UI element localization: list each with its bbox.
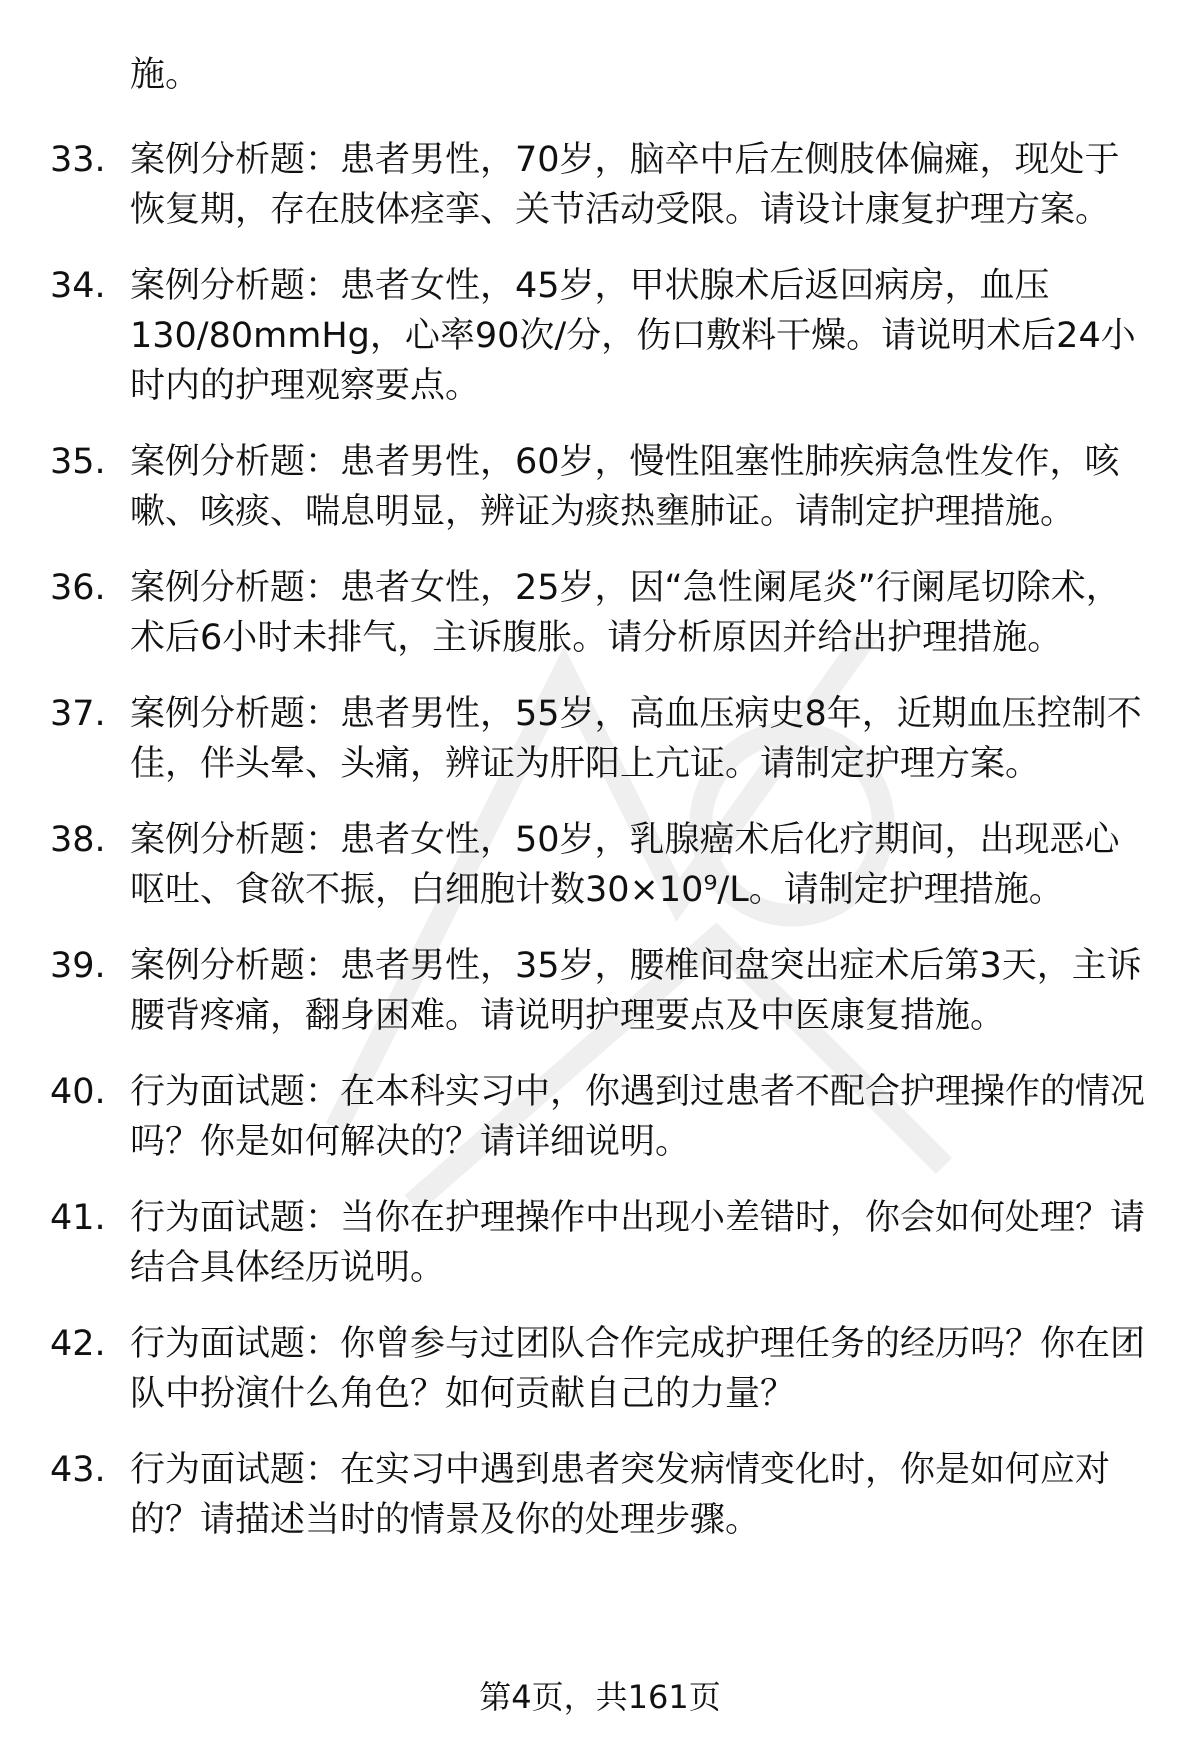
list-item	[50, 1445, 1150, 1545]
item-number: 42.	[50, 1324, 106, 1364]
item-text: 行为面试题：在实习中遇到患者突发病情变化时，你是如何应对的？请描述当时的情景及你的处理步骤。	[130, 1450, 1111, 1540]
item-number: 34.	[50, 266, 106, 306]
page-number-footer: 第4页，共161页	[479, 1678, 721, 1716]
list-item	[50, 563, 1150, 663]
list-item	[50, 815, 1150, 915]
item-text: 案例分析题：患者女性，45岁，甲状腺术后返回病房，血压130/80mmHg，心率90次/分，伤口敷料干燥。请说明术后24小时内的护理观察要点。	[130, 266, 1136, 406]
continuation-text: 施。	[130, 55, 201, 95]
item-number: 41.	[50, 1198, 106, 1238]
item-text: 案例分析题：患者男性，55岁，高血压病史8年，近期血压控制不佳，伴头晕、头痛，辨证为肝阳上亢证。请制定护理方案。	[130, 694, 1142, 784]
item-number: 43.	[50, 1450, 106, 1490]
item-text: 案例分析题：患者男性，35岁，腰椎间盘突出症术后第3天，主诉腰背疼痛，翻身困难。请说明护理要点及中医康复措施。	[130, 946, 1142, 1036]
item-number: 39.	[50, 946, 106, 986]
item-number: 40.	[50, 1072, 106, 1112]
list-item	[50, 437, 1150, 537]
item-number: 35.	[50, 442, 106, 482]
item-text: 案例分析题：患者女性，25岁，因“急性阑尾炎”行阑尾切除术，术后6小时未排气，主诉腹胀。请分析原因并给出护理措施。	[130, 568, 1121, 658]
list-item	[50, 1067, 1150, 1167]
list-item	[50, 261, 1150, 411]
item-text: 案例分析题：患者男性，70岁，脑卒中后左侧肢体偏瘫，现处于恢复期，存在肢体痉挛、关节活动受限。请设计康复护理方案。	[130, 140, 1120, 230]
list-item	[50, 135, 1150, 235]
list-item	[50, 941, 1150, 1041]
item-number: 36.	[50, 568, 106, 608]
question-list	[50, 135, 1150, 1571]
item-text: 行为面试题：当你在护理操作中出现小差错时，你会如何处理？请结合具体经历说明。	[130, 1198, 1146, 1288]
item-number: 33.	[50, 140, 106, 180]
list-item	[50, 1193, 1150, 1293]
item-text: 案例分析题：患者女性，50岁，乳腺癌术后化疗期间，出现恶心呕吐、食欲不振，白细胞计数30×10⁹/L。请制定护理措施。	[130, 820, 1120, 910]
item-text: 行为面试题：在本科实习中，你遇到过患者不配合护理操作的情况吗？你是如何解决的？请详细说明。	[130, 1072, 1146, 1162]
item-text: 行为面试题：你曾参与过团队合作完成护理任务的经历吗？你在团队中扮演什么角色？如何贡献自己的力量？	[130, 1324, 1146, 1414]
item-number: 38.	[50, 820, 106, 860]
list-item	[50, 1319, 1150, 1419]
item-text: 案例分析题：患者男性，60岁，慢性阻塞性肺疾病急性发作，咳嗽、咳痰、喘息明显，辨证为痰热壅肺证。请制定护理措施。	[130, 442, 1120, 532]
item-number: 37.	[50, 694, 106, 734]
list-item	[50, 689, 1150, 789]
